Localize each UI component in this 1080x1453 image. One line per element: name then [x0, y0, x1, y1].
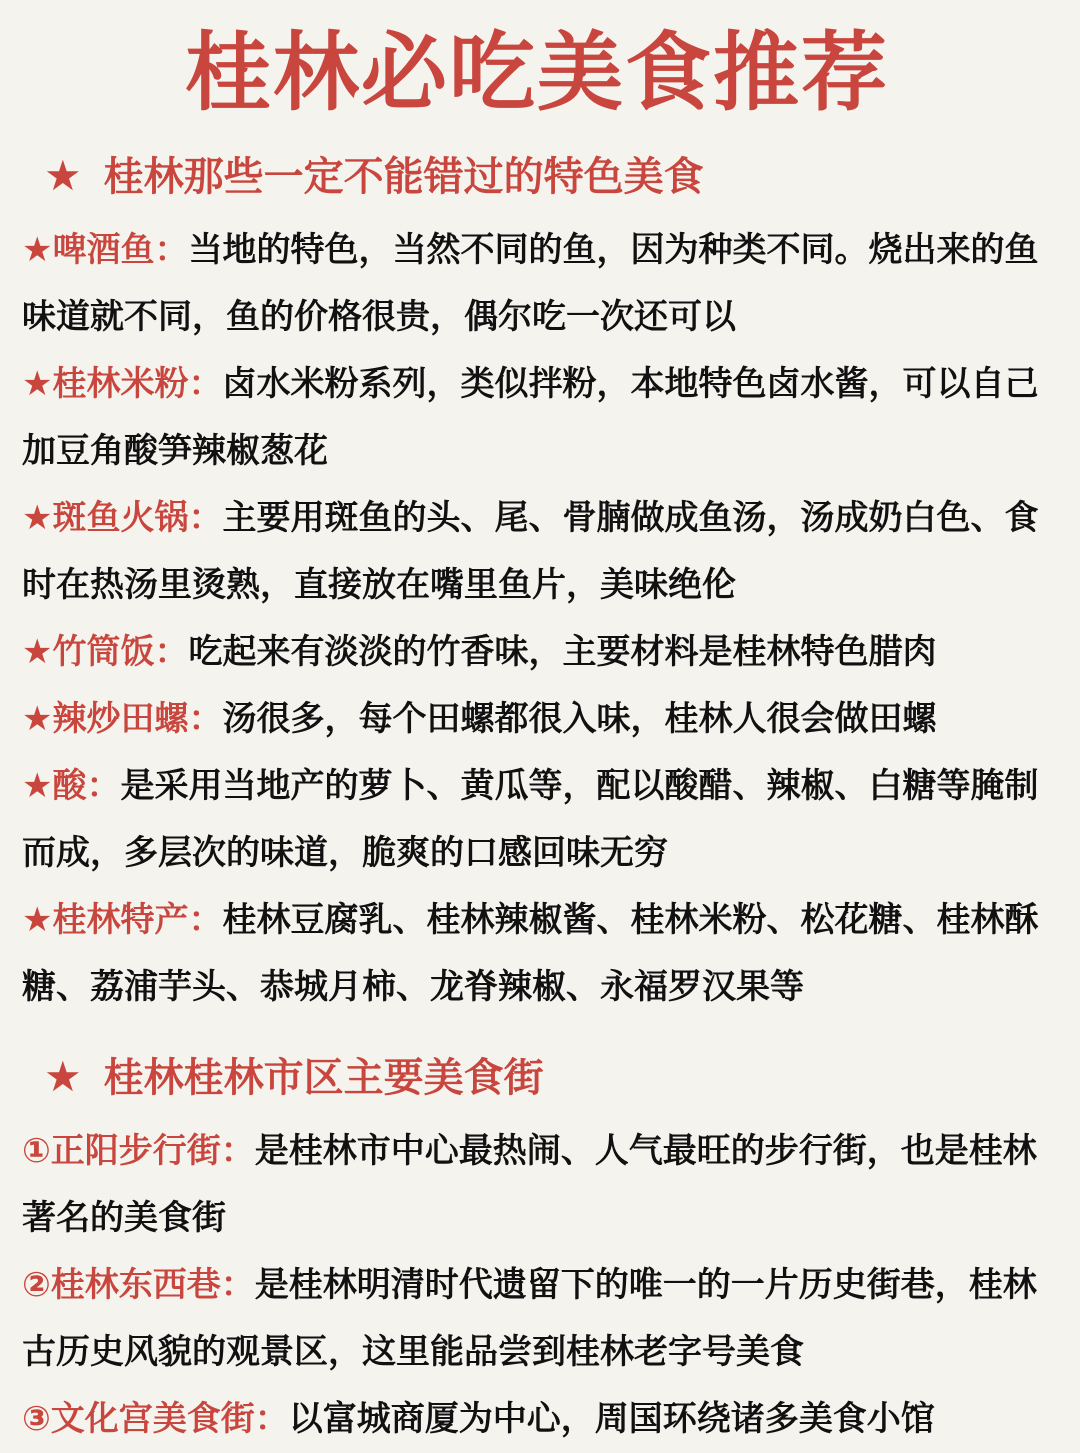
item-label: ★竹筒饭： [22, 632, 189, 672]
item-text: 卤水米粉系列，类似拌粉，本地特色卤水酱，可以自己加豆角酸笋辣椒葱花 [22, 364, 1039, 471]
section-heading-local-specialties [44, 146, 1052, 207]
item-label: ★桂林米粉： [22, 364, 223, 404]
section-heading-text: 桂林桂林市区主要美食街 [103, 1055, 544, 1101]
list-item-spicy-snails [22, 686, 1052, 753]
item-text: 主要用斑鱼的头、尾、骨腩做成鱼汤，汤成奶白色、食时在热汤里烫熟，直接放在嘴里鱼片，美味绝伦 [22, 498, 1039, 605]
list-item-local-products [22, 887, 1052, 1021]
section-heading-food-streets [44, 1047, 1052, 1108]
list-item-zhengyang-street [22, 1118, 1052, 1252]
list-item-beer-fish [22, 217, 1052, 351]
item-text: 吃起来有淡淡的竹香味，主要材料是桂林特色腊肉 [188, 632, 937, 672]
star-icon: ★ [44, 151, 82, 200]
item-label: ★斑鱼火锅： [22, 498, 223, 538]
list-item-fish-hotpot [22, 485, 1052, 619]
item-label: ★桂林特产： [22, 900, 223, 940]
item-label: ②桂林东西巷： [22, 1265, 255, 1305]
item-text: 是采用当地产的萝卜、黄瓜等，配以酸醋、辣椒、白糖等腌制而成，多层次的味道，脆爽的口感回味无穷 [22, 766, 1039, 873]
item-label: ③文化宫美食街： [22, 1399, 289, 1439]
page-title: 桂林必吃美食推荐 [185, 23, 889, 123]
item-text: 是桂林市中心最热闹、人气最旺的步行街，也是桂林著名的美食街 [22, 1131, 1037, 1238]
item-label: ★啤酒鱼： [22, 230, 189, 270]
item-label: ★辣炒田螺： [22, 699, 223, 739]
item-label: ★酸： [22, 766, 121, 806]
list-item-cultural-palace-street [22, 1386, 1052, 1453]
item-text: 汤很多，每个田螺都很入味，桂林人很会做田螺 [222, 699, 937, 739]
star-icon: ★ [44, 1052, 82, 1101]
list-item-dongxi-lane [22, 1252, 1052, 1386]
item-label: ①正阳步行街： [22, 1131, 255, 1171]
item-text: 当地的特色，当然不同的鱼，因为种类不同。烧出来的鱼味道就不同，鱼的价格很贵，偶尔吃一次还可以 [22, 230, 1039, 337]
item-text: 桂林豆腐乳、桂林辣椒酱、桂林米粉、松花糖、桂林酥糖、荔浦芋头、恭城月柿、龙脊辣椒、永福罗汉果等 [22, 900, 1039, 1007]
item-text: 是桂林明清时代遗留下的唯一的一片历史街巷，桂林古历史风貌的观景区，这里能品尝到桂林老字号美食 [22, 1265, 1037, 1372]
list-item-guilin-rice-noodles [22, 351, 1052, 485]
list-item-bamboo-rice [22, 619, 1052, 686]
list-item-pickles [22, 753, 1052, 887]
item-text: 以富城商厦为中心，周国环绕诸多美食小馆 [288, 1399, 935, 1439]
section-heading-text: 桂林那些一定不能错过的特色美食 [103, 154, 704, 200]
